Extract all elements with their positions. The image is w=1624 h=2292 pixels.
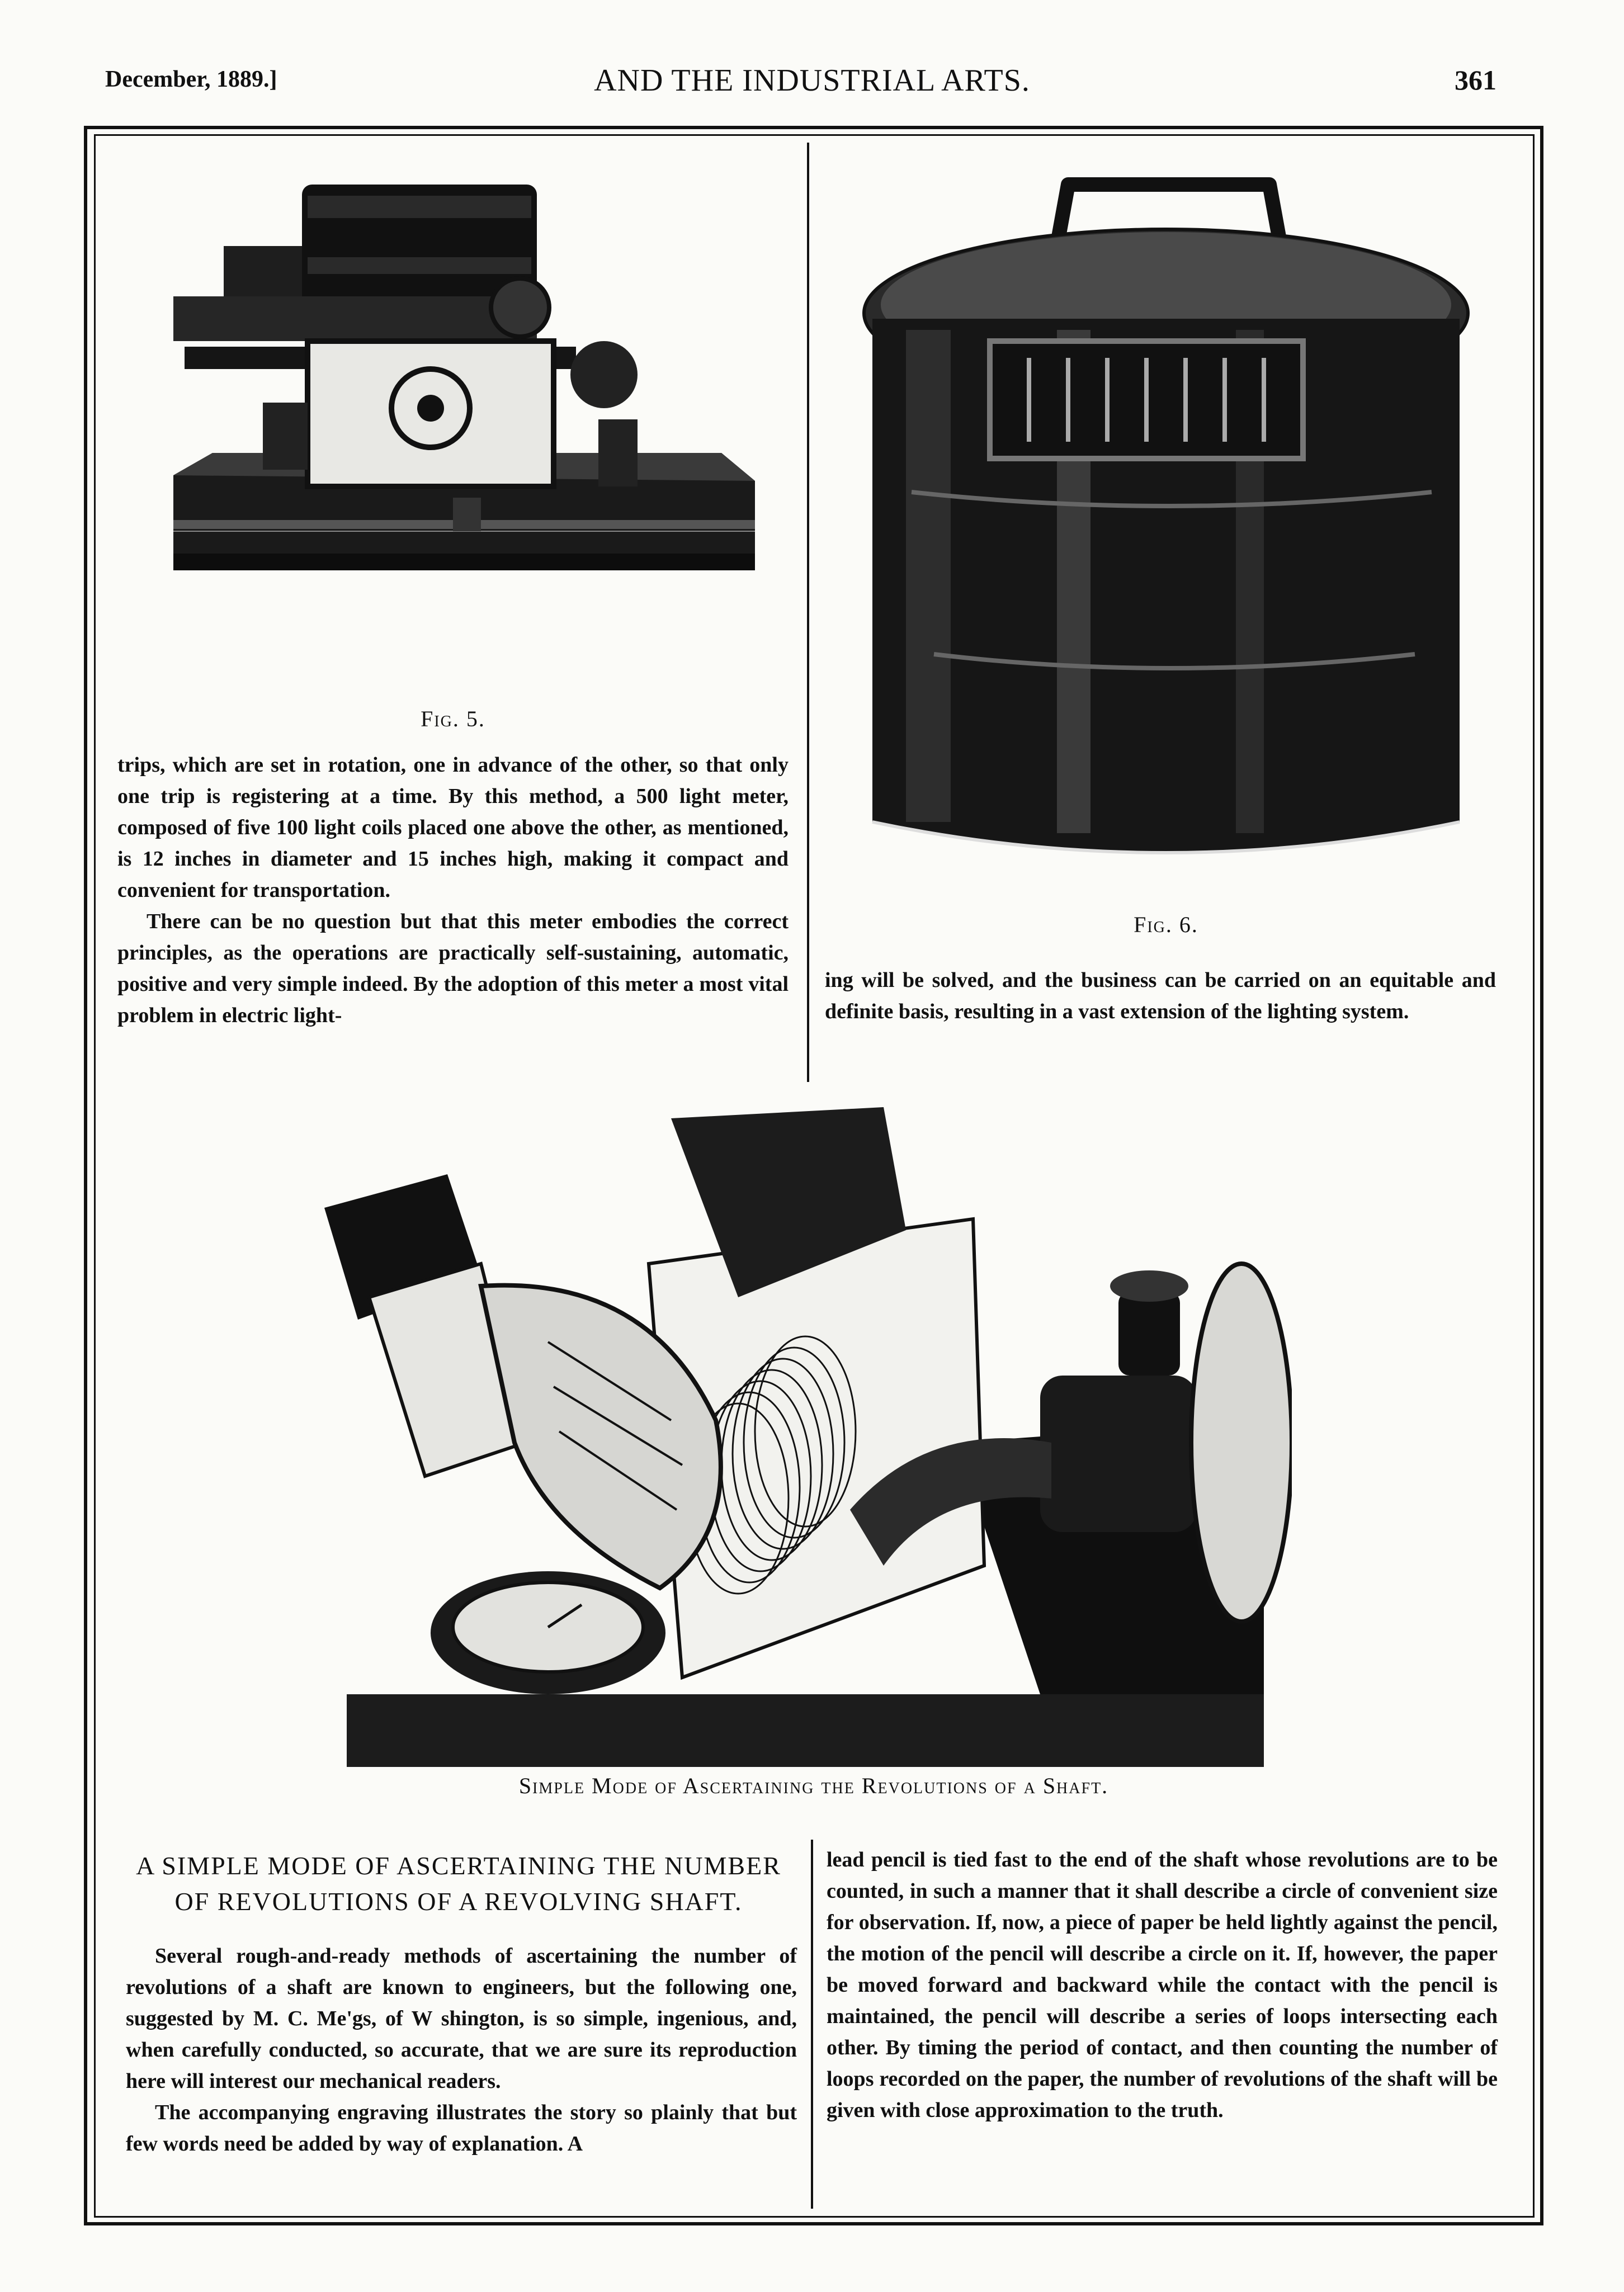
shaft-left-paragraph-2: The accompanying engraving illustrates the story so plainly that but few words need be added by way of explanation. A xyxy=(126,2101,797,2156)
shaft-right-paragraph-1: lead pencil is tied fast to the end of the shaft whose revolutions are to be counted, in such a manner that it shall describe a circle of convenient size for observation. If, now, a piece of paper be held lightly against the pencil, the motion of the pencil will describe a circle on it. If, however, the paper be moved forward and backward while the contact with the pencil is maintained, the pencil will describe a series of loops intersecting each other. By timing the period of contact, and then counting the number of loops recorded on the paper, the number of revolutions of the shaft will be given with close approximation to the truth. xyxy=(827,1848,1498,2122)
fig6-cylinder-meter-engraving xyxy=(844,162,1488,878)
column-divider-top xyxy=(807,143,809,1082)
shaft-article-left-column xyxy=(126,1940,797,2159)
meter-article-right-column xyxy=(825,965,1496,1027)
meter-left-paragraph-1: trips, which are set in rotation, one in advance of the other, so that only one trip is registering at a time. By this method, a 500 light meter, composed of five 100 light coils placed one above the other, as mentioned, is 12 inches in diameter and 15 inches high, making it compact and convenient for transportation. xyxy=(117,753,789,902)
page-header xyxy=(0,63,1624,111)
meter-article-left-column xyxy=(117,749,789,1031)
fig5-meter-engraving xyxy=(140,162,766,699)
column-divider-bottom xyxy=(811,1840,813,2209)
fig5-caption: Fig. 5. xyxy=(421,706,485,731)
engraving-caption: Simple Mode of Ascertaining the Revolutions of a Shaft. xyxy=(518,1773,1109,1798)
shaft-revolutions-engraving xyxy=(313,1107,1292,1767)
shaft-article-title: A SIMPLE MODE OF ASCERTAINING THE NUMBER OF REVOLUTIONS OF A REVOLVING SHAFT. xyxy=(136,1851,781,1916)
shaft-article-right-column xyxy=(827,1844,1498,2126)
meter-right-paragraph-1: ing will be solved, and the business can be carried on an equitable and definite basis, resulting in a vast extension of the lighting system. xyxy=(825,968,1496,1023)
issue-date: December, 1889.] xyxy=(105,67,277,92)
fig6-caption: Fig. 6. xyxy=(1134,912,1198,937)
meter-left-paragraph-2: There can be no question but that this meter embodies the correct principles, as the operations are practically self-sustaining, automatic, positive and very simple indeed. By the adoption of this meter a most vital problem in electric light- xyxy=(117,910,789,1027)
shaft-left-paragraph-1: Several rough-and-ready methods of ascertaining the number of revolutions of a shaft are known to engineers, but the following one, suggested by M. C. Me'gs, of W shington, is so simple, ingenious, and, when carefully conducted, so accurate, that we are sure its reproduction here will interest our mechanical readers. xyxy=(126,1944,797,2093)
page-number: 361 xyxy=(1455,64,1496,96)
running-title: AND THE INDUSTRIAL ARTS. xyxy=(594,63,1030,98)
